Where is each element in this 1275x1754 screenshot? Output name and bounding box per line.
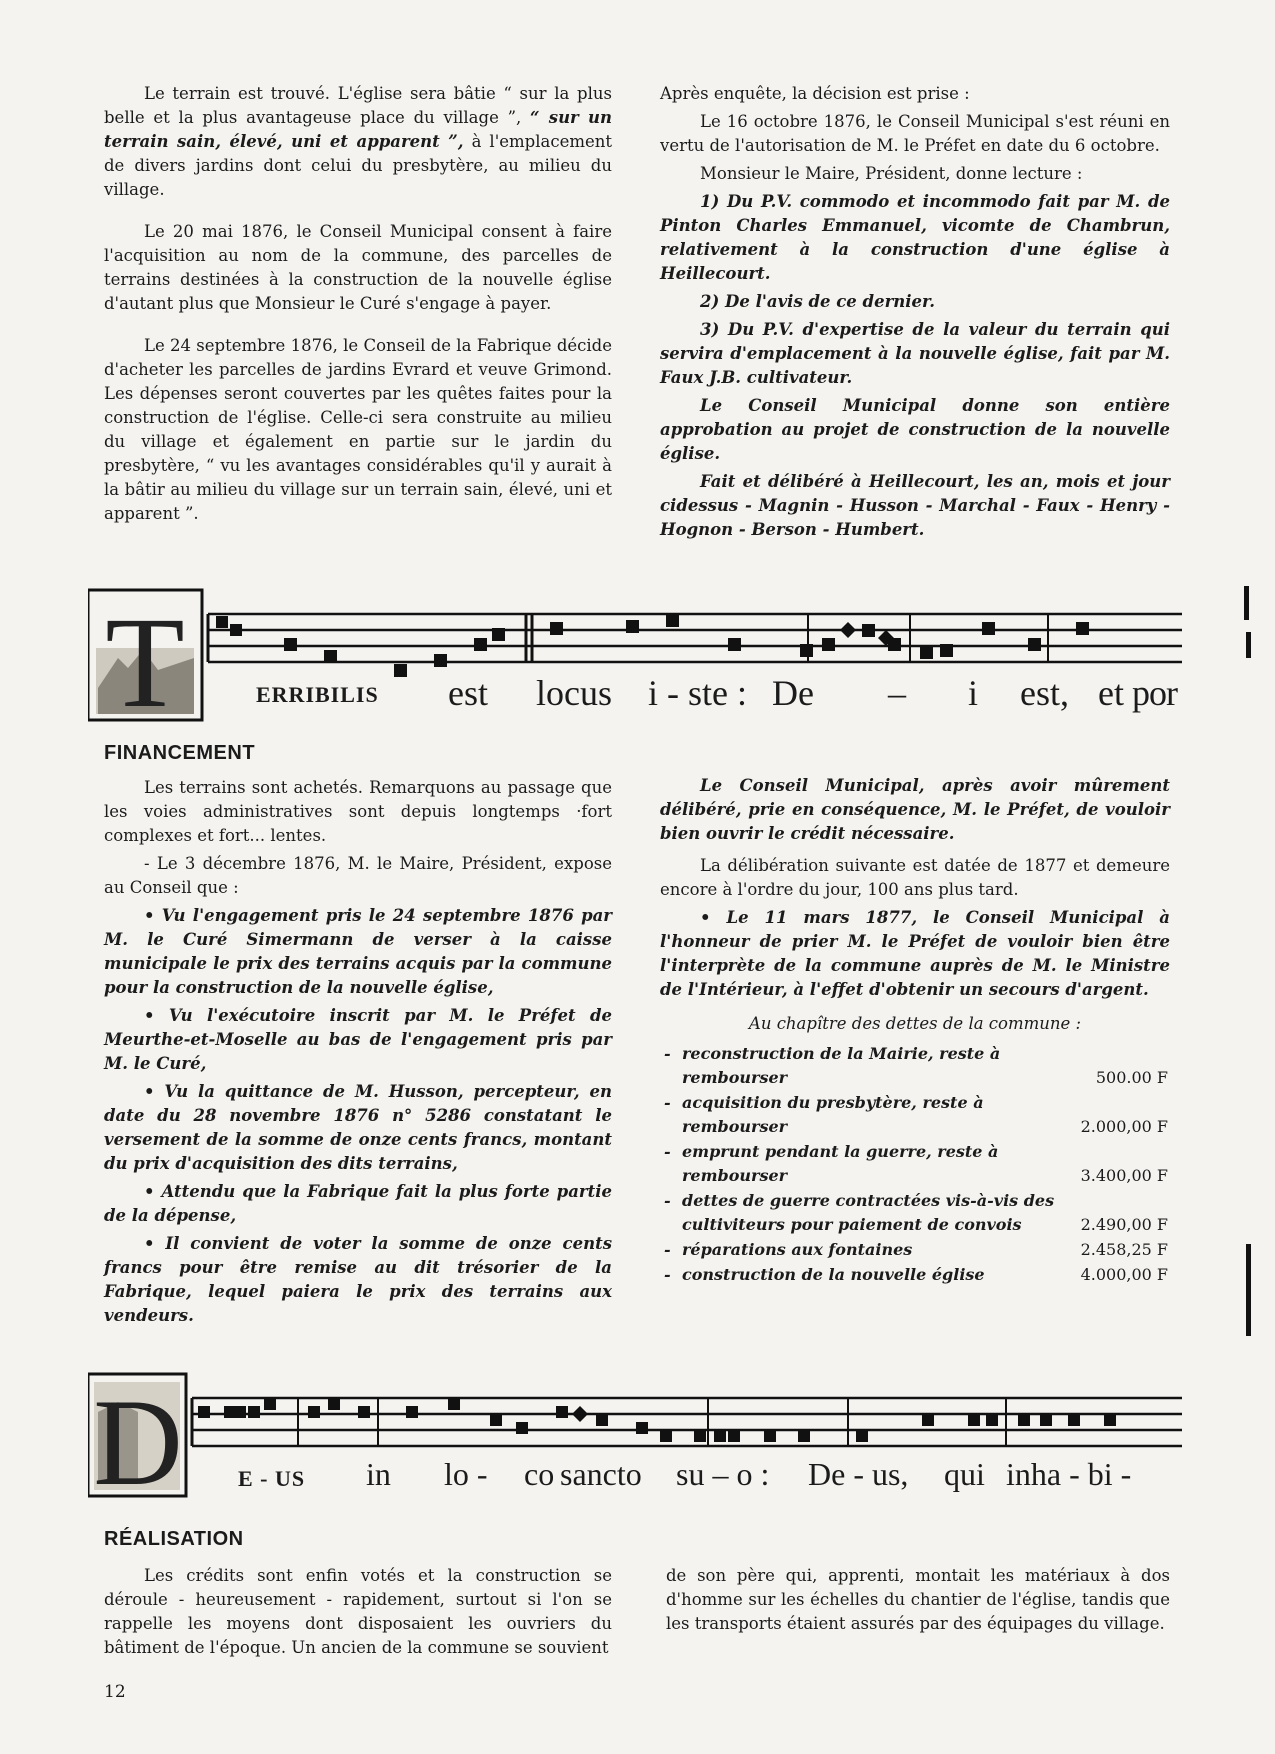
intro-left-column bbox=[104, 82, 612, 536]
lyric-syllable: E - US bbox=[238, 1466, 306, 1491]
paragraph-1877: La délibération suivante est datée de 1877 et demeure encore à l'ordre du jour, 100 ans plus tard. bbox=[660, 856, 1170, 899]
debt-item bbox=[660, 1238, 1170, 1262]
debt-item bbox=[660, 1189, 1170, 1237]
page-number: 12 bbox=[104, 1682, 126, 1702]
binding-mark bbox=[1246, 1302, 1251, 1336]
debt-amount: 4.000,00 F bbox=[1080, 1265, 1168, 1284]
text: à l'emplacement de divers jardins dont celui du presbytère, au milieu du village. bbox=[104, 132, 612, 199]
debt-item bbox=[660, 1091, 1170, 1139]
paragraph-enquete: Après enquête, la décision est prise : bbox=[660, 84, 970, 103]
item-pv-expertise: 3) Du P.V. d'expertise de la valeur du terrain qui servira d'emplacement à la nouvelle église, fait par M. Faux J.B. cultivateur. bbox=[660, 320, 1170, 387]
debt-amount: 2.490,00 F bbox=[1080, 1215, 1168, 1234]
bullet-fabrique: • Attendu que la Fabrique fait la plus forte partie de la dépense, bbox=[104, 1182, 612, 1225]
chant-neumes bbox=[198, 1398, 1116, 1442]
debt-label: acquisition du presbytère, reste à rembourser bbox=[682, 1093, 984, 1136]
bullet-quittance: • Vu la quittance de M. Husson, percepteur, en date du 28 novembre 1876 n° 5286 constatant le versement de la somme de onze cents francs, montant du prix d'acquisition des dits terrains, bbox=[104, 1082, 612, 1173]
lyric-syllable: ERRIBILIS bbox=[256, 682, 379, 707]
binding-mark bbox=[1246, 1244, 1251, 1302]
section-heading-financement: FINANCEMENT bbox=[104, 742, 256, 764]
initial-letter-t: T bbox=[105, 591, 185, 722]
paragraph-3-decembre: - Le 3 décembre 1876, M. le Maire, Président, expose au Conseil que : bbox=[104, 854, 612, 897]
lyric-syllable: est bbox=[448, 673, 488, 713]
paragraph-24-septembre: Le 24 septembre 1876, le Conseil de la Fabrique décide d'acheter les parcelles de jardins Evrard et veuve Grimond. Les dépenses seront couvertes par les quêtes faites pour la construction de l'église. Celle-ci sera construite au milieu du village et également en partie sur le jardin du presbytère, “ vu les avantages considérables qu'il y aurait à la bâtir au milieu du village sur un terrain sain, élevé, uni et apparent ”. bbox=[104, 336, 612, 523]
paragraph-terrains-achetes: Les terrains sont achetés. Remarquons au passage que les voies administratives sont depuis longtemps ·fort complexes et fort... lentes. bbox=[104, 778, 612, 845]
text: Le terrain est trouvé. L'église sera bâtie “ sur la plus belle et la plus avantageuse place du village ”, bbox=[104, 84, 612, 127]
lyric-syllable: locus bbox=[536, 673, 612, 713]
paragraph-lecture: Monsieur le Maire, Président, donne lecture : bbox=[700, 164, 1083, 183]
debts-title: Au chapître des dettes de la commune : bbox=[748, 1014, 1082, 1033]
debt-item bbox=[660, 1263, 1170, 1287]
bullet-engagement: • Vu l'engagement pris le 24 septembre 1876 par M. le Curé Simermann de verser à la caisse municipale le prix des terrains acquis par la commune pour la construction de la nouvelle église, bbox=[104, 906, 612, 997]
paragraph-terrain bbox=[104, 82, 612, 202]
bullet-vote: • Il convient de voter la somme de onze cents francs pour être remise au dit trésorier de la Fabrique, lequel paiera le prix des terrains aux vendeurs. bbox=[104, 1234, 612, 1325]
lyric-syllable: qui bbox=[944, 1456, 985, 1492]
staff-lines bbox=[192, 1398, 1182, 1446]
lyric-syllable: co bbox=[524, 1456, 555, 1492]
binding-mark bbox=[1244, 586, 1249, 620]
debt-item bbox=[660, 1042, 1170, 1090]
quote-emphasis: “ sur un terrain sain, élevé, uni et apparent ”, bbox=[104, 108, 613, 151]
lyric-syllable: por bbox=[1132, 673, 1177, 713]
lyric-syllable: et bbox=[1098, 673, 1124, 713]
bullet-executoire: • Vu l'exécutoire inscrit par M. le Préfet de Meurthe-et-Moselle au bas de l'engagement pris par M. le Curé, bbox=[104, 1006, 612, 1073]
paragraph-16-octobre: Le 16 octobre 1876, le Conseil Municipal s'est réuni en vertu de l'autorisation de M. le Préfet en date du 6 octobre. bbox=[660, 112, 1170, 155]
lyric-syllable: sancto bbox=[560, 1456, 642, 1492]
debt-amount: 2.000,00 F bbox=[1080, 1117, 1168, 1136]
lyric-syllable: De - us, bbox=[808, 1456, 909, 1492]
lyric-syllable: i bbox=[968, 673, 979, 713]
paragraph-credit: Le Conseil Municipal, après avoir mûrement délibéré, prie en conséquence, M. le Préfet, de vouloir bien ouvrir le crédit nécessaire. bbox=[660, 776, 1170, 843]
realisation-left-column bbox=[104, 1564, 612, 1670]
lyric-syllable: in bbox=[366, 1456, 391, 1492]
lyric-syllable: – bbox=[888, 673, 906, 713]
debts-list bbox=[660, 1042, 1170, 1287]
debt-label: construction de la nouvelle église bbox=[682, 1265, 985, 1284]
lyric-syllable: inha - bi - bbox=[1006, 1456, 1132, 1492]
debt-label: emprunt pendant la guerre, reste à rembourser bbox=[682, 1142, 999, 1185]
item-pv-commodo: 1) Du P.V. commodo et incommodo fait par M. de Pinton Charles Emmanuel, vicomte de Chambrun, relativement à la construction d'une église à Heillecourt. bbox=[660, 192, 1170, 283]
paragraph-20-mai: Le 20 mai 1876, le Conseil Municipal consent à faire l'acquisition au nom de la commune, des parcelles de terrains destinées à la construction de la nouvelle église d'autant plus que Monsieur le Curé s'engage à payer. bbox=[104, 222, 612, 313]
paragraph-approbation: Le Conseil Municipal donne son entière approbation au projet de construction de la nouvelle église. bbox=[660, 396, 1170, 463]
binding-mark bbox=[1246, 632, 1251, 658]
debt-amount: 3.400,00 F bbox=[1080, 1166, 1168, 1185]
lyric-syllable: lo - bbox=[444, 1456, 488, 1492]
item-avis: 2) De l'avis de ce dernier. bbox=[700, 292, 935, 311]
debt-label: reconstruction de la Mairie, reste à rembourser bbox=[682, 1044, 1001, 1087]
section-heading-realisation: RÉALISATION bbox=[104, 1528, 244, 1550]
lyric-syllable: est, bbox=[1020, 673, 1069, 713]
paragraph-11-mars: • Le 11 mars 1877, le Conseil Municipal à l'honneur de prier M. le Préfet de vouloir bien être l'interprète de la commune auprès de M. le Ministre de l'Intérieur, à l'effet d'obtenir un secours d'argent. bbox=[660, 908, 1170, 999]
debt-label: réparations aux fontaines bbox=[682, 1240, 913, 1259]
lyric-syllable: su – o : bbox=[676, 1456, 770, 1492]
realisation-right-column bbox=[666, 1564, 1170, 1646]
debt-amount: 500.00 F bbox=[1095, 1068, 1168, 1087]
chant-terribilis bbox=[88, 588, 1182, 722]
lyric-syllable: i - ste : bbox=[648, 673, 747, 713]
financement-right-column bbox=[660, 774, 1170, 1288]
paragraph-signatures: Fait et délibéré à Heillecourt, les an, mois et jour cidessus - Magnin - Husson - Marchal - Faux - Henry - Hognon - Berson - Humbert. bbox=[660, 472, 1170, 539]
debt-item bbox=[660, 1140, 1170, 1188]
financement-left-column bbox=[104, 776, 612, 1338]
debt-amount: 2.458,25 F bbox=[1080, 1240, 1168, 1259]
chant-deus bbox=[88, 1372, 1182, 1502]
paragraph-credits-votes: Les crédits sont enfin votés et la construction se déroule - heureusement - rapidement, surtout si l'on se rappelle les moyens dont disposaient les ouvriers du bâtiment de l'époque. Un ancien de la commune se souvient bbox=[104, 1566, 612, 1657]
paragraph-apprenti: de son père qui, apprenti, montait les matériaux à dos d'homme sur les échelles du chantier de l'église, tandis que les transports étaient assurés par des équipages du village. bbox=[666, 1566, 1170, 1633]
lyric-syllable: De bbox=[772, 673, 814, 713]
chant-staff-1 bbox=[88, 588, 1182, 722]
initial-letter-d: D bbox=[93, 1374, 183, 1502]
debt-label: dettes de guerre contractées vis-à-vis des cultiviteurs pour paiement de convois bbox=[682, 1191, 1055, 1234]
intro-right-column bbox=[660, 82, 1170, 552]
